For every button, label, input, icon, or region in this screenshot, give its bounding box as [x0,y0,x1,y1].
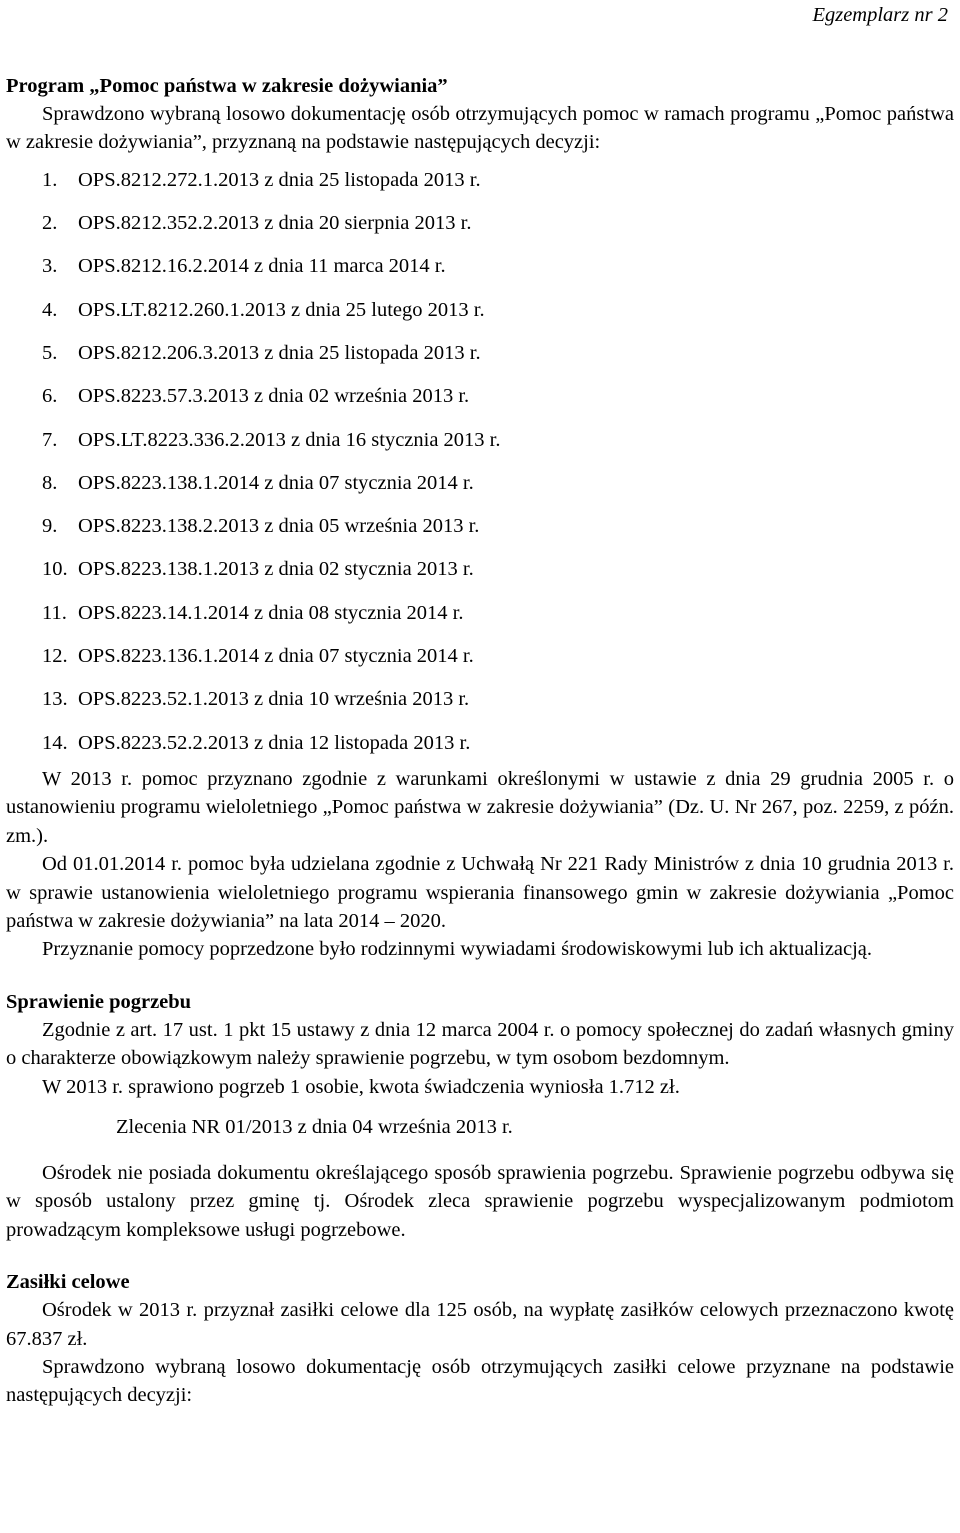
decision-number: 13. [42,688,68,711]
decision-number: 14. [42,731,68,754]
decision-number: 3. [42,255,58,278]
funeral-law-paragraph: Zgodnie z art. 17 ust. 1 pkt 15 ustawy z dnia 12 marca 2004 r. o pomocy społecznej do zadań własnych gminy o charakterze obowiązkowym należy sprawienie pogrzebu, w tym osobom bezdomnym. [6,1018,954,1070]
section-spacer [6,1244,954,1268]
decision-text: OPS.LT.8223.336.2.2013 z dnia 16 stycznia 2013 r. [78,428,501,451]
decision-number: 8. [42,471,58,494]
decision-text: OPS.8212.16.2.2014 z dnia 11 marca 2014 r. [78,255,446,278]
decision-item [42,678,954,721]
decision-item [42,462,954,505]
decision-item [42,635,954,678]
decision-number: 1. [42,168,58,191]
decision-item [42,332,954,375]
decision-item [42,375,954,418]
decision-text: OPS.8223.136.1.2014 z dnia 07 stycznia 2014 r. [78,645,474,668]
allowances-checked-paragraph: Sprawdzono wybraną losowo dokumentację osób otrzymujących zasiłki celowe przyznane na podstawie następujących decyzji: [6,1356,954,1407]
allowances-section-title: Zasiłki celowe [6,1271,130,1294]
decision-number: 6. [42,385,58,408]
decision-text: OPS.LT.8212.260.1.2013 z dnia 25 lutego 2013 r. [78,298,485,321]
decision-text: OPS.8223.138.1.2013 z dnia 02 stycznia 2013 r. [78,558,474,581]
decision-text: OPS.8223.52.2.2013 z dnia 12 listopada 2013 r. [78,731,471,754]
decision-item [42,202,954,245]
decision-number: 5. [42,342,58,364]
funeral-order-line: Zlecenia NR 01/2013 z dnia 04 września 2013 r. [116,1116,513,1139]
decision-number: 4. [42,298,58,321]
decision-item [42,722,954,765]
section-spacer [6,964,954,988]
program-section-title: Program „Pomoc państwa w zakresie dożywiania” [6,75,448,97]
decision-item [42,505,954,548]
decision-text: OPS.8223.138.1.2014 z dnia 07 stycznia 2014 r. [78,471,474,494]
decision-number: 7. [42,428,58,451]
decision-text: OPS.8223.52.1.2013 z dnia 10 września 2013 r. [78,688,470,711]
program-2014-paragraph: Od 01.01.2014 r. pomoc była udzielana zgodnie z Uchwałą Nr 221 Rady Ministrów z dnia 10 grudnia 2013 r. w sprawie ustanowienia wieloletniego programu wspierania finansowego gmin w zakresie dożywiania „Pomoc państwa w zakresie dożywiania” na lata 2014 – 2020. [6,853,954,932]
decision-item [42,548,954,591]
funeral-section-title: Sprawienie pogrzebu [6,990,192,1013]
decision-text: OPS.8223.57.3.2013 z dnia 02 września 2013 r. [78,385,470,408]
decision-text: OPS.8212.206.3.2013 z dnia 25 listopada 2013 r. [78,342,481,364]
allowances-granted-paragraph: Ośrodek w 2013 r. przyznał zasiłki celowe dla 125 osób, na wypłatę zasiłków celowych przeznaczono kwotę 67.837 zł. [6,1299,954,1350]
decision-item [42,419,954,462]
copy-number-label: Egzemplarz nr 2 [812,4,948,26]
decision-number: 9. [42,515,58,538]
decision-item [42,592,954,635]
decision-text: OPS.8212.352.2.2013 z dnia 20 sierpnia 2013 r. [78,212,472,235]
funeral-method-paragraph: Ośrodek nie posiada dokumentu określającego sposób sprawienia pogrzebu. Sprawienie pogrzebu odbywa się w sposób ustalony przez gminę tj. Ośrodek zleca sprawienie pogrzebu wyspecjalizowanym podmiotom prowadzącym kompleksowe usługi pogrzebowe. [6,1162,954,1241]
decision-item [42,289,954,332]
decision-list [6,159,954,765]
decision-number: 11. [42,601,67,624]
document-body [6,72,954,1410]
decision-number: 2. [42,212,58,235]
decision-text: OPS.8212.272.1.2013 z dnia 25 listopada 2013 r. [78,168,481,191]
program-intro-paragraph: Sprawdzono wybraną losowo dokumentację osób otrzymujących pomoc w ramach programu „Pomoc państwa w zakresie dożywiania”, przyznaną na podstawie następujących decyzji: [6,103,954,154]
decision-number: 10. [42,558,68,581]
funeral-2013-paragraph: W 2013 r. sprawiono pogrzeb 1 osobie, kwota świadczenia wyniosła 1.712 zł. [42,1075,680,1098]
decision-item [42,159,954,202]
decision-text: OPS.8223.138.2.2013 z dnia 05 września 2013 r. [78,515,480,538]
program-2013-paragraph: W 2013 r. pomoc przyznano zgodnie z warunkami określonymi w ustawie z dnia 29 grudnia 2005 r. o ustanowieniu programu wieloletniego „Pomoc państwa w zakresie dożywiania” (Dz. U. Nr 267, poz. 2259, z późn. zm.). [6,767,954,847]
decision-item [42,245,954,288]
decision-number: 12. [42,645,68,668]
paragraph-spacer [6,1141,954,1159]
decision-text: OPS.8223.14.1.2014 z dnia 08 stycznia 2014 r. [78,601,464,624]
program-interviews-paragraph: Przyznanie pomocy poprzedzone było rodzinnymi wywiadami środowiskowymi lub ich aktualizacją. [42,938,873,961]
